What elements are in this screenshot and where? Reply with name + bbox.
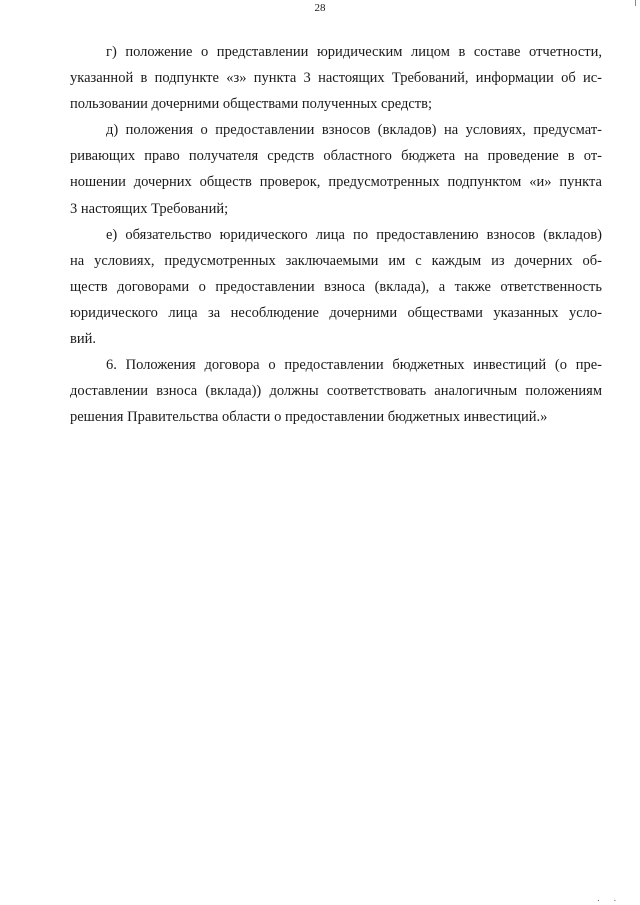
page-number: 28: [314, 2, 326, 14]
text-line: д) положения о предоставлении взносов (вкладов) на условиях, предусмат-: [106, 122, 602, 139]
text-line: ривающих право получателя средств областного бюджета на проведение в от-: [70, 148, 602, 165]
text-line: 6. Положения договора о предоставлении бюджетных инвестиций (о пре-: [106, 357, 602, 374]
text-line: г) положение о представлении юридическим лицом в составе отчетности,: [106, 44, 602, 60]
text-line: доставлении взноса (вклада)) должны соответствовать аналогичным положениям: [70, 383, 602, 400]
paragraph-6: [70, 352, 602, 430]
text-line: решения Правительства области о предоставлении бюджетных инвестиций.»: [70, 409, 548, 426]
paragraph-g: [70, 39, 602, 117]
text-line: вий.: [70, 331, 96, 348]
text-line: 3 настоящих Требований;: [70, 200, 229, 217]
document-body: [70, 39, 602, 430]
text-line: указанной в подпункте «з» пункта 3 настоящих Требований, информации об ис-: [70, 70, 602, 87]
text-line: е) обязательство юридического лица по предоставлению взносов (вкладов): [106, 226, 602, 243]
text-line: на условиях, предусмотренных заключаемыми им с каждым из дочерних об-: [70, 252, 602, 269]
text-line: юридического лица за несоблюдение дочерними обществами указанных усло-: [70, 304, 602, 321]
text-line: ществ договорами о предоставлении взноса (вклада), а также ответственность: [70, 278, 602, 295]
text-line: пользовании дочерними обществами полученных средств;: [70, 96, 433, 113]
paragraph-e: [70, 222, 602, 352]
paragraph-d: [70, 117, 602, 221]
corner-mark: . .: [597, 893, 622, 903]
text-line: ношении дочерних обществ проверок, предусмотренных подпунктом «и» пункта: [70, 174, 602, 191]
